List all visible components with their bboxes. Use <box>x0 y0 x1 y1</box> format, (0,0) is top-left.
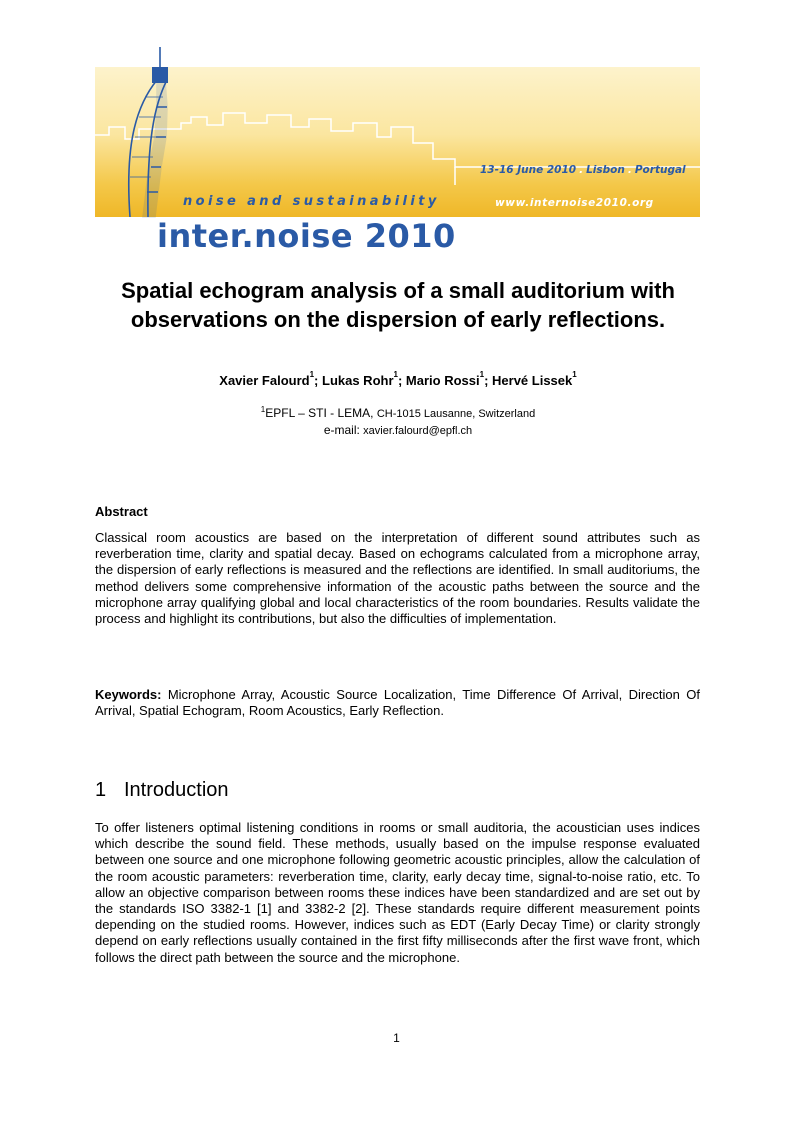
date-text: 13-16 June 2010 <box>480 164 577 176</box>
keywords-label: Keywords: <box>95 687 162 702</box>
conference-banner <box>95 67 700 255</box>
section-title: Introduction <box>124 779 229 801</box>
affiliation-line <box>80 405 716 422</box>
author-affil-mark: 1 <box>572 370 577 379</box>
author-name: Hervé Lissek <box>492 373 573 388</box>
author-name: Mario Rossi <box>405 373 480 388</box>
author-list <box>80 370 716 388</box>
email-address[interactable]: xavier.falourd@epfl.ch <box>363 425 473 437</box>
conference-website: www.internoise2010.org <box>495 197 654 209</box>
country-text: Portugal <box>634 164 686 176</box>
author-affil-mark: 1 <box>479 370 485 379</box>
skyline-outline <box>95 113 700 167</box>
author-name: Xavier Falourd <box>219 373 310 388</box>
page-number: 1 <box>393 1031 400 1045</box>
author-affil-mark: 1 <box>393 370 398 379</box>
email-line <box>80 422 716 439</box>
affiliation-address: CH-1015 Lausanne, Switzerland <box>376 408 536 420</box>
author-name: Lukas Rohr <box>322 373 394 388</box>
conference-dates: 13-16 June 2010 . Lisbon . Portugal <box>480 164 686 176</box>
tower-icon <box>129 47 168 217</box>
keywords-text: Microphone Array, Acoustic Source Localization, Time Difference Of Arrival, Direction Of Arrival, Spatial Echogram, Room Acoustics, Early Reflection. <box>95 687 700 719</box>
affiliation-mark: 1 <box>260 405 266 414</box>
keywords <box>95 687 700 719</box>
paper-title: Spatial echogram analysis of a small auditorium with observations on the dispersion of early reflections. <box>121 278 675 332</box>
affiliation-org: EPFL – STI - LEMA, <box>265 406 377 420</box>
conference-logo: inter.noise 2010 <box>157 217 456 255</box>
introduction-text: To offer listeners optimal listening conditions in rooms or small auditoria, the acoustician uses indices which describe the sound field. These methods, usually based on the impulse response evaluated between one source and one microphone following geometric acoustic principles, allow the calculation of the room acoustic parameters: reverberation time, clarity, early decay time, signal-to-noise ratio, etc. To allow an objective comparison between rooms these indices have been standardized and are set out by the standards ISO 3382-1 [1] and 3382-2 [2]. These standards require different measurement points depending on the studied rooms. However, indices such as EDT (Early Decay Time) or clarity strongly depend on early reflections usually contained in the first fifty milliseconds after the first wave front, which follows the direct path between the source and the microphone. <box>95 820 700 965</box>
section-number: 1 <box>95 779 107 801</box>
affiliation <box>80 405 716 439</box>
abstract-heading: Abstract <box>95 504 148 519</box>
abstract-text: Classical room acoustics are based on the interpretation of different sound attributes such as reverberation time, clarity and spatial decay. Based on echograms calculated from a microphone array, the dispersion of early reflections is measured and the reflections are identified. In small auditoriums, the method delivers some comprehensive information of the acoustic paths between the source and the microphone array qualifying global and local characteristics of the room boundaries. Results validate the process and highlight its contributions, but also the difficulties of implementation. <box>95 530 700 627</box>
author-separator: ; <box>397 373 406 388</box>
author-separator: ; <box>314 373 322 388</box>
city-text: Lisbon <box>586 164 625 176</box>
author-separator: ; <box>484 373 493 388</box>
section-heading-introduction <box>95 779 229 802</box>
author-affil-mark: 1 <box>309 370 315 379</box>
conference-tagline: noise and sustainability <box>183 194 440 209</box>
email-label: e-mail: <box>323 423 364 437</box>
